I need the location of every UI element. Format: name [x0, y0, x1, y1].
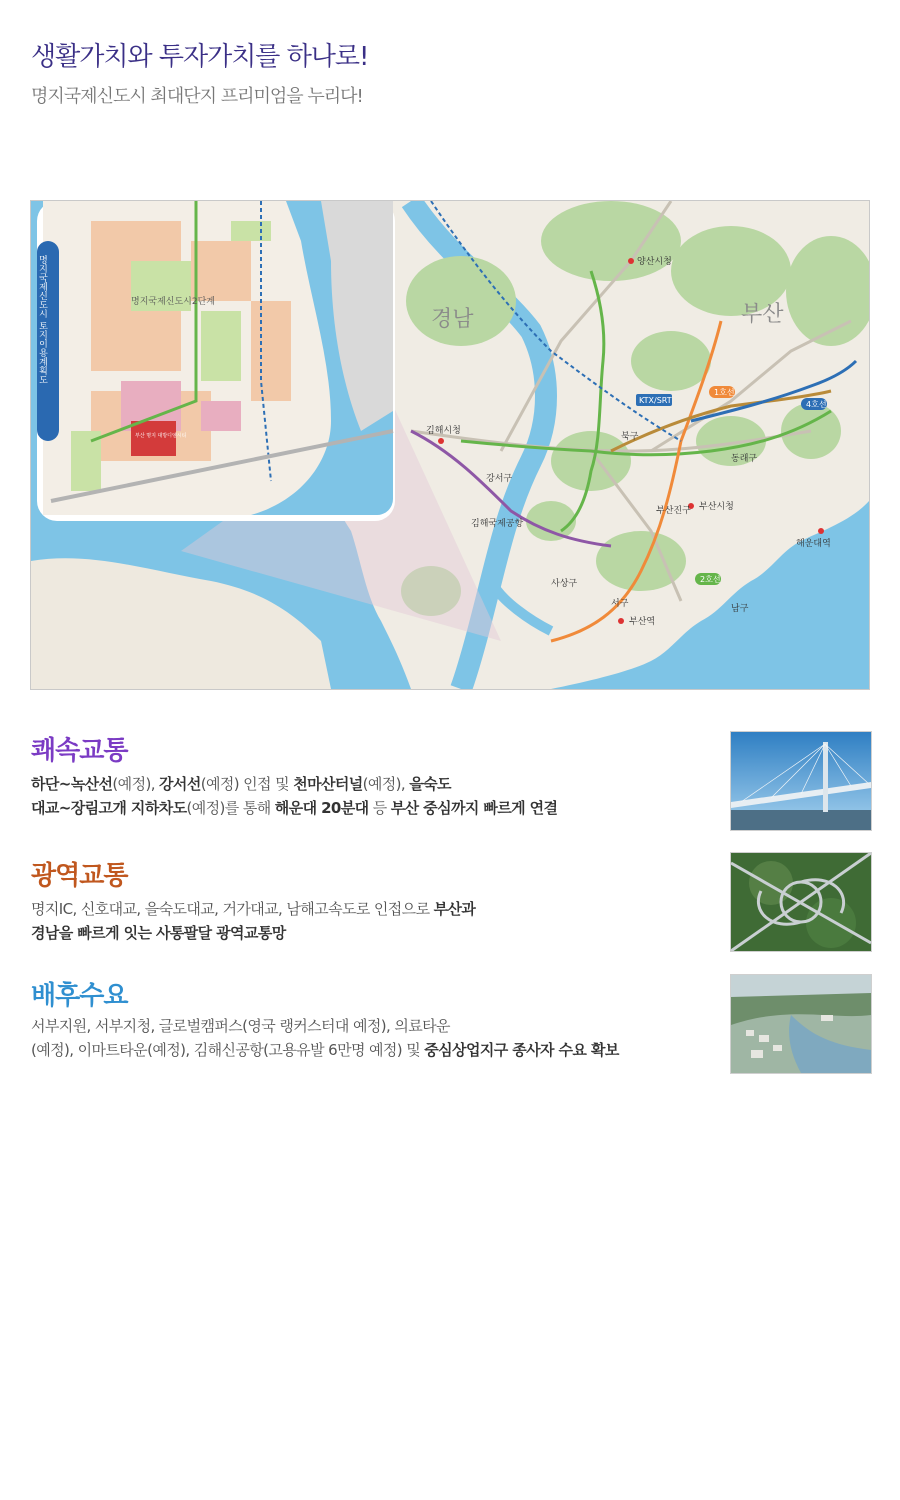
inset-district-label: 명지국제신도시2단계	[131, 297, 215, 307]
text-run: 해운대 20분대	[274, 799, 369, 817]
text-run: 등	[368, 799, 391, 817]
section-title-regional: 광역교통	[31, 861, 128, 891]
text-run: 부산 중심까지 빠르게 연결	[390, 799, 558, 817]
city-label: 서구	[611, 599, 629, 609]
text-run: 부산과	[433, 900, 476, 918]
section-title-demand: 배후수요	[31, 981, 128, 1011]
page-title: 생활가치와 투자가치를 하나로!	[31, 42, 369, 72]
location-map	[30, 200, 870, 690]
inset-site-label: 부산 명지 대방디엠시티	[135, 433, 187, 439]
line-badge: 2호선	[700, 575, 721, 584]
inset-land-use-map	[37, 201, 395, 521]
city-label: 양산시청	[637, 257, 672, 267]
line-badge: 4호선	[806, 400, 827, 409]
section-text-regional	[31, 897, 711, 945]
text-run: (예정),	[362, 775, 410, 793]
text-run: 명지IC, 신호대교, 을숙도대교, 거가대교, 남해고속도로 인접으로	[31, 900, 434, 918]
city-label: 북구	[621, 432, 639, 442]
section-text-express	[31, 772, 711, 820]
text-run: 대교~장림고개 지하차도	[31, 799, 187, 817]
city-aerial-photo	[730, 974, 872, 1074]
text-run: (예정) 인접 및	[200, 775, 294, 793]
city-label: 남구	[731, 604, 749, 614]
city-label: 강서구	[486, 474, 513, 484]
line-badge: KTX/SRT	[639, 396, 672, 405]
text-run: 천마산터널	[293, 775, 363, 793]
line-badge: 1호선	[714, 388, 735, 397]
text-run: 강서선	[159, 775, 201, 793]
city-label: 김해국제공항	[471, 519, 524, 529]
interchange-photo	[730, 852, 872, 952]
text-run: 서부지원, 서부지청, 글로벌캠퍼스(영국 랭커스터대 예정), 의료타운	[31, 1017, 450, 1035]
page-subtitle: 명지국제신도시 최대단지 프리미엄을 누리다!	[31, 86, 363, 107]
text-run: 을숙도	[409, 775, 451, 793]
text-run: (예정), 이마트타운(예정), 김해신공항(고용유발 6만명 예정) 및	[31, 1041, 425, 1059]
city-label: 부산역	[629, 617, 656, 627]
city-label: 해운대역	[796, 539, 831, 549]
inset-side-label: 명지국제신도시 토지이용계획도	[37, 255, 47, 384]
city-label: 동래구	[731, 454, 758, 464]
section-text-demand	[31, 1014, 711, 1062]
text-run: 경남을 빠르게 잇는 사통팔달 광역교통망	[31, 924, 286, 942]
city-label: 부산시청	[699, 502, 734, 512]
city-label: 부산진구	[656, 506, 691, 516]
text-run: (예정)를 통해	[186, 799, 275, 817]
text-run: 중심상업지구 종사자 수요 확보	[424, 1041, 619, 1059]
region-label-gyeongnam: 경남	[431, 307, 474, 332]
city-label: 김해시청	[426, 426, 461, 436]
text-run: 하단~녹산선	[31, 775, 113, 793]
city-label: 사상구	[551, 579, 578, 589]
section-title-express: 쾌속교통	[31, 736, 128, 766]
bridge-photo	[730, 731, 872, 831]
region-label-busan: 부산	[741, 302, 784, 327]
text-run: (예정),	[112, 775, 160, 793]
